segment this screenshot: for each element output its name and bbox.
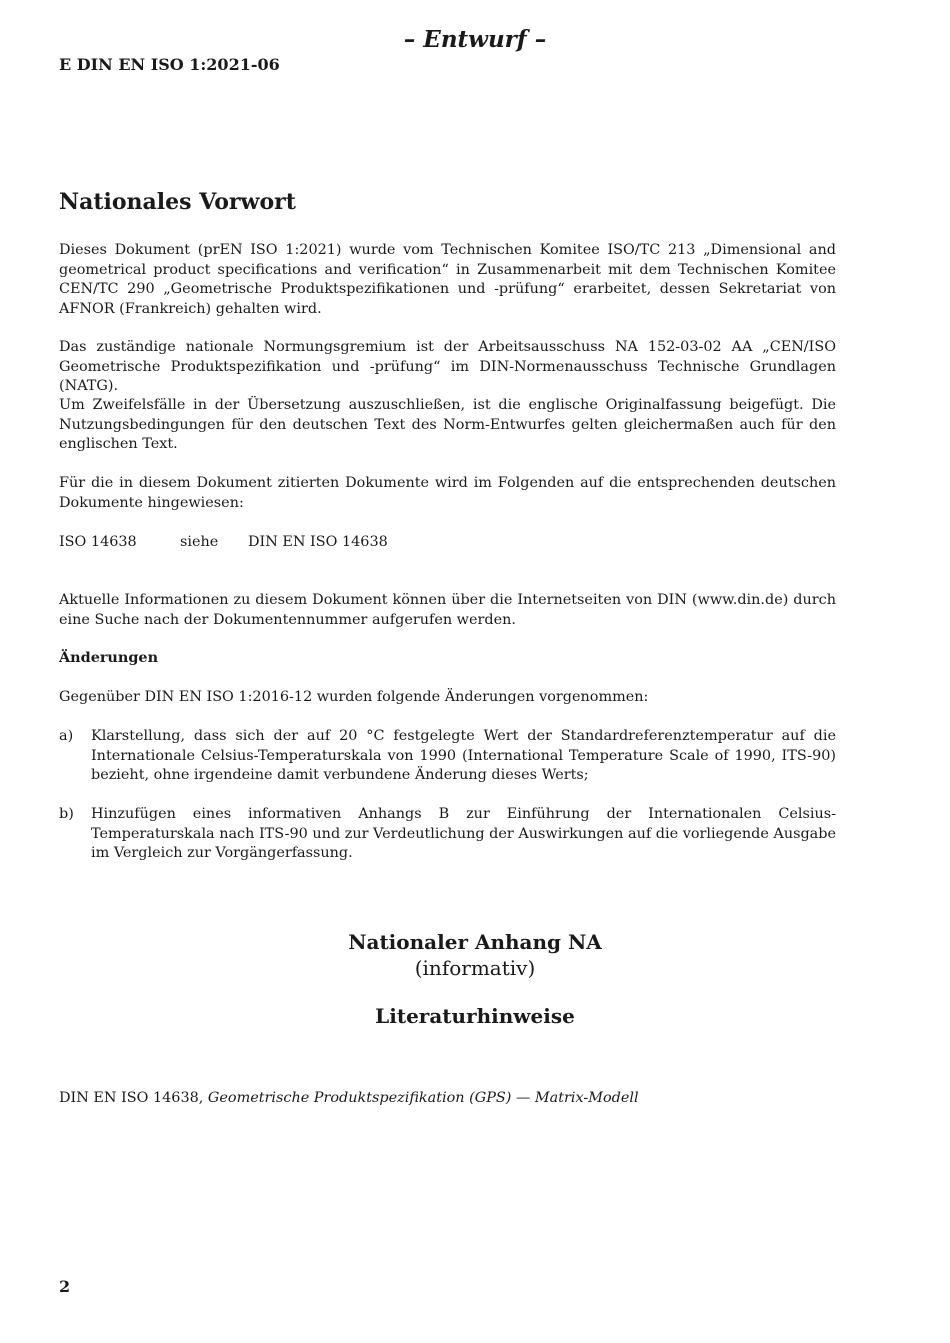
foreword-paragraph-2: Das zuständige nationale Normungsgremium ist der Arbeitsausschuss NA 152-03-02 AA „CEN/ISO Geometrische Produktspezifikation und -prüfung“ im DIN-Normenausschuss Technische Grundlagen (NATG). (59, 339, 836, 394)
foreword-title: Nationales Vorwort (59, 189, 296, 215)
bibliography-entry (59, 1090, 639, 1106)
list-item-text: Klarstellung, dass sich der auf 20 °C festgelegte Wert der Standardreferenztemperatur auf die Internationale Celsius-Temperaturskala von 1990 (International Temperature Scale of 1990, ITS-90) bezieht, ohne irgendeine damit verbundene Änderung dieses Werts; (91, 728, 836, 783)
foreword-paragraph-4: Für die in diesem Dokument zitierten Dokumente wird im Folgenden auf die entsprechenden deutschen Dokumente hingewiesen: (59, 475, 836, 511)
page-number: 2 (59, 1277, 71, 1296)
foreword-paragraph-1: Dieses Dokument (prEN ISO 1:2021) wurde vom Technischen Komitee ISO/TC 213 „Dimensional and geometrical product specifications and verification“ in Zusammenarbeit mit dem Technischen Komitee CEN/TC 290 „Geometrische Produktspezifikationen und -prüfung“ erarbeitet, dessen Sekretariat von AFNOR (Frankreich) gehalten wird. (59, 242, 836, 317)
changes-heading: Änderungen (59, 649, 159, 666)
reference-see-label: siehe (180, 534, 219, 550)
list-item (59, 805, 836, 864)
list-item (59, 727, 836, 786)
foreword-paragraph-3: Um Zweifelsfälle in der Übersetzung auszuschließen, ist die englische Originalfassung beigefügt. Die Nutzungsbedingungen für den deutschen Text des Norm-Entwurfes gelten gleichermaßen auch für den englischen Text. (59, 397, 836, 452)
bibliography-heading: Literaturhinweise (375, 1004, 575, 1028)
changes-intro: Gegenüber DIN EN ISO 1:2016-12 wurden folgende Änderungen vorgenommen: (59, 689, 649, 705)
list-item-text: Hinzufügen eines informativen Anhangs B zur Einführung der Internationalen Celsius-Temperaturskala nach ITS-90 und zur Verdeutlichung der Auswirkungen auf die vorliegende Ausgabe im Vergleich zur Vorgängerfassung. (91, 806, 836, 861)
list-marker: a) (59, 728, 74, 744)
document-identifier: E DIN EN ISO 1:2021-06 (59, 55, 280, 74)
reference-iso-number: ISO 14638 (59, 534, 137, 550)
bibliography-entry-ref: DIN EN ISO 14638, (59, 1090, 204, 1106)
list-marker: b) (59, 806, 74, 822)
reference-din-number: DIN EN ISO 14638 (248, 534, 388, 550)
bibliography-entry-title: Geometrische Produktspezifikation (GPS) — Matrix-Modell (207, 1090, 639, 1106)
annex-subtitle: (informativ) (414, 956, 536, 980)
annex-title: Nationaler Anhang NA (348, 930, 602, 954)
draft-watermark-title: – Entwurf – (403, 26, 547, 53)
info-paragraph: Aktuelle Informationen zu diesem Dokument können über die Internetseiten von DIN (www.din.de) durch eine Suche nach der Dokumentennummer aufgerufen werden. (59, 592, 836, 628)
